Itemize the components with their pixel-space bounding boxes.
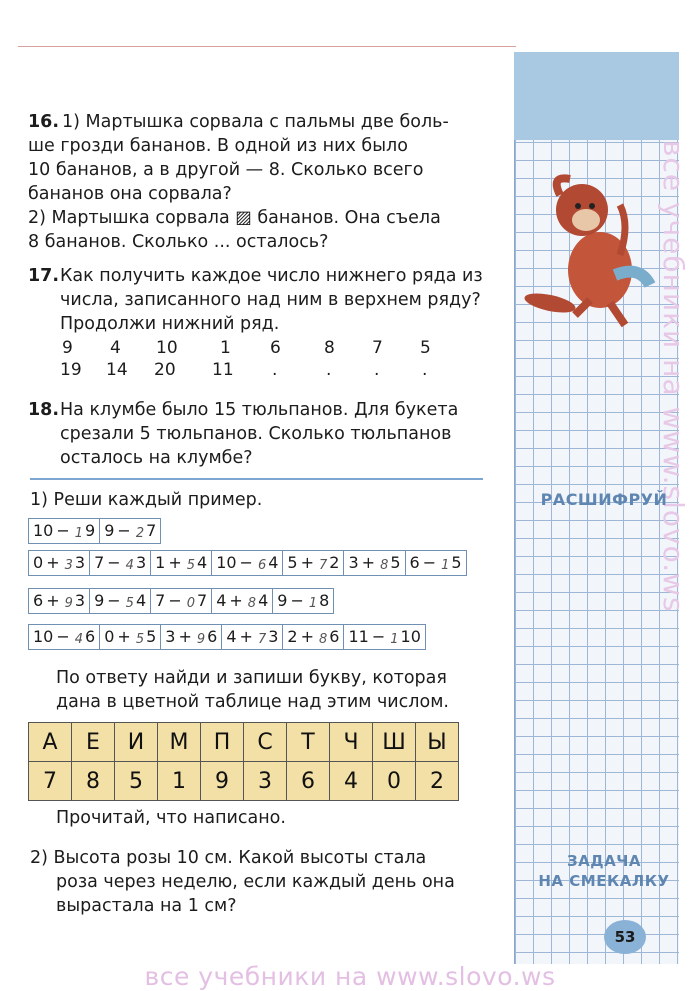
part2-line: 2) Высота розы 10 см. Какой высоты стала [30,848,427,868]
operand: 6 [207,627,218,646]
digit-cell: 7 [29,762,72,801]
sequence-top-value: 8 [324,338,335,358]
operand: 6 [85,627,96,646]
example-box [283,624,344,650]
operand: 4 [216,591,227,610]
handwritten-answer: 4 [74,632,84,647]
handwritten-answer: 5 [135,632,145,647]
task-18-line: осталось на клумбе? [60,448,253,468]
task-16-line: 8 бананов. Сколько ... осталось? [28,232,329,252]
digit-cell: 5 [115,762,158,801]
operand: 4 [197,553,208,572]
operand: 2 [329,553,340,572]
operand: 11 [348,627,369,646]
operand: 3 [74,553,86,572]
sequence-top-value: 10 [156,338,178,358]
letter-cell: Т [287,723,330,762]
handwritten-answer: 3 [64,558,73,573]
footer-watermark: все учебники на www.slovo.ws [144,962,556,991]
digit-cell: 0 [373,762,416,801]
operand: 9 [277,591,288,610]
operand: 7 [146,521,157,540]
letter-cell: С [244,723,287,762]
example-box [28,550,90,576]
letter-cell: А [29,723,72,762]
task-17-line: Продолжи нижний ряд. [60,314,280,334]
operand: 0 [104,627,115,646]
operator: + [46,591,60,610]
letter-code-table [28,722,459,801]
operator: − [107,553,121,572]
operator: − [371,627,386,646]
handwritten-answer: 6 [257,558,267,573]
sequence-top-value: 1 [220,338,231,358]
operand: 2 [287,627,298,646]
handwritten-answer: 1 [441,558,450,573]
operator: + [361,553,376,572]
example-box [100,624,161,650]
operator: − [56,627,70,646]
sequence-bottom-value: 19 [60,360,82,380]
operator: + [239,627,253,646]
letter-cell: Ш [373,723,416,762]
page-number: 53 [604,920,646,954]
riddle-label-2: НА СМЕКАЛКУ [538,872,670,890]
letter-cell: Ы [416,723,459,762]
operator: − [239,553,253,572]
sequence-bottom-value: 20 [154,360,176,380]
operator: + [168,553,182,572]
operand: 6 [33,591,44,610]
handwritten-answer: 8 [247,596,257,611]
task-16-line: 1) Мартышка сорвала с пальмы две боль- [62,112,449,132]
operand: 9 [94,591,105,610]
task-16-number: 16. [28,112,60,132]
handwritten-answer: 7 [319,558,328,573]
operand: 10 [33,627,54,646]
task-18-line: срезали 5 тюльпанов. Сколько тюльпанов [60,424,452,444]
decode-instruction-2: По ответу найди и запиши букву, которая [56,668,447,688]
operand: 4 [258,591,269,610]
operator: − [107,591,121,610]
digit-cell: 2 [416,762,459,801]
letter-cell: И [115,723,158,762]
operand: 10 [216,553,237,572]
example-row [28,518,161,544]
operand: 8 [319,591,330,610]
operand: 10 [400,627,421,646]
operator: + [300,553,315,572]
decode-instruction: 1) Реши каждый пример. [30,490,263,510]
example-box [344,550,405,576]
digits-row [29,762,459,801]
handwritten-answer: 1 [74,526,84,541]
operand: 3 [268,627,279,646]
handwritten-answer: 1 [308,596,318,611]
example-box [344,624,425,650]
letter-cell: П [201,723,244,762]
letters-row [29,723,459,762]
operand: 9 [104,521,115,540]
example-box [212,550,283,576]
operator: − [422,553,437,572]
letter-cell: Ч [330,723,373,762]
digit-cell: 6 [287,762,330,801]
example-box [90,588,151,614]
task-18-line: На клумбе было 15 тюльпанов. Для букета [60,400,459,420]
example-box [273,588,334,614]
operand: 3 [74,591,86,610]
operator: − [117,521,131,540]
example-box [222,624,283,650]
operand: 1 [155,553,166,572]
example-row [28,588,334,614]
handwritten-answer: 5 [186,558,195,573]
operand: 6 [409,553,420,572]
operator: + [178,627,192,646]
handwritten-answer: 5 [125,596,134,611]
operand: 4 [226,627,237,646]
section-divider [30,478,483,480]
sequence-bottom-value: . [374,360,380,380]
handwritten-answer: 9 [196,632,206,647]
top-rule [18,46,516,47]
operand: 3 [135,553,147,572]
digit-cell: 3 [244,762,287,801]
task-18-number: 18. [28,400,60,420]
example-box [212,588,273,614]
example-box [28,624,100,650]
handwritten-answer: 2 [135,526,145,541]
example-row [28,624,426,650]
operand: 3 [348,553,359,572]
digit-cell: 4 [330,762,373,801]
operand: 7 [94,553,105,572]
handwritten-answer: 1 [390,632,399,647]
example-box [406,550,467,576]
task-17-number: 17. [28,266,60,286]
operand: 4 [135,591,147,610]
operator: + [117,627,131,646]
part2-line: роза через неделю, если каждый день она [56,872,455,892]
sequence-bottom-value: . [272,360,278,380]
task-16-line: 2) Мартышка сорвала ▨ бананов. Она съела [28,208,441,228]
letter-cell: Е [72,723,115,762]
decode-instruction-2: дана в цветной таблице над этим числом. [56,692,449,712]
operand: 7 [197,591,208,610]
task-16-line: 10 бананов, а в другой — 8. Сколько всего [28,160,424,180]
operator: + [300,627,315,646]
sequence-bottom-value: 14 [106,360,128,380]
sequence-bottom-value: 11 [212,360,234,380]
handwritten-answer: 8 [319,632,328,647]
sequence-bottom-value: . [326,360,332,380]
monkey-illustration [520,165,660,335]
vertical-watermark: все учебники на www.slovo.ws [657,140,690,613]
example-box [100,518,161,544]
example-box [28,518,100,544]
read-prompt: Прочитай, что написано. [56,808,286,828]
operator: − [168,591,182,610]
letter-cell: М [158,723,201,762]
operand: 3 [165,627,176,646]
task-17-line: числа, записанного над ним в верхнем ряду? [60,290,481,310]
operand: 5 [451,553,462,572]
handwritten-answer: 4 [125,558,134,573]
operand: 9 [85,521,96,540]
sequence-top-value: 7 [372,338,383,358]
example-box [151,588,212,614]
riddle-label-1: ЗАДАЧА [567,852,641,870]
sequence-top-value: 6 [270,338,281,358]
operand: 7 [155,591,166,610]
example-row [28,550,467,576]
task-17-line: Как получить каждое число нижнего ряда из [60,266,483,286]
operand: 0 [33,553,44,572]
operator: + [229,591,243,610]
operand: 6 [329,627,340,646]
example-box [151,550,212,576]
operator: + [46,553,60,572]
example-box [161,624,222,650]
decode-label: РАСШИФРУЙ [540,490,668,509]
operand: 5 [287,553,298,572]
handwritten-answer: 8 [380,558,389,573]
operand: 10 [33,521,54,540]
handwritten-answer: 7 [257,632,267,647]
sequence-top-value: 4 [110,338,121,358]
sequence-top-value: 9 [62,338,73,358]
digit-cell: 1 [158,762,201,801]
operand: 5 [146,627,157,646]
sidebar-header-band [514,52,679,140]
sequence-top-value: 5 [420,338,431,358]
example-box [28,588,90,614]
sequence-bottom-value: . [422,360,428,380]
operand: 4 [268,553,279,572]
task-16-line: бананов она сорвала? [28,184,232,204]
handwritten-answer: 0 [186,596,195,611]
example-box [90,550,151,576]
operand: 5 [390,553,401,572]
example-box [283,550,344,576]
digit-cell: 8 [72,762,115,801]
handwritten-answer: 9 [64,596,73,611]
operator: − [56,521,70,540]
operator: − [290,591,304,610]
task-16-line: ше грозди бананов. В одной из них было [28,136,408,156]
part2-line: вырастала на 1 см? [56,896,237,916]
digit-cell: 9 [201,762,244,801]
